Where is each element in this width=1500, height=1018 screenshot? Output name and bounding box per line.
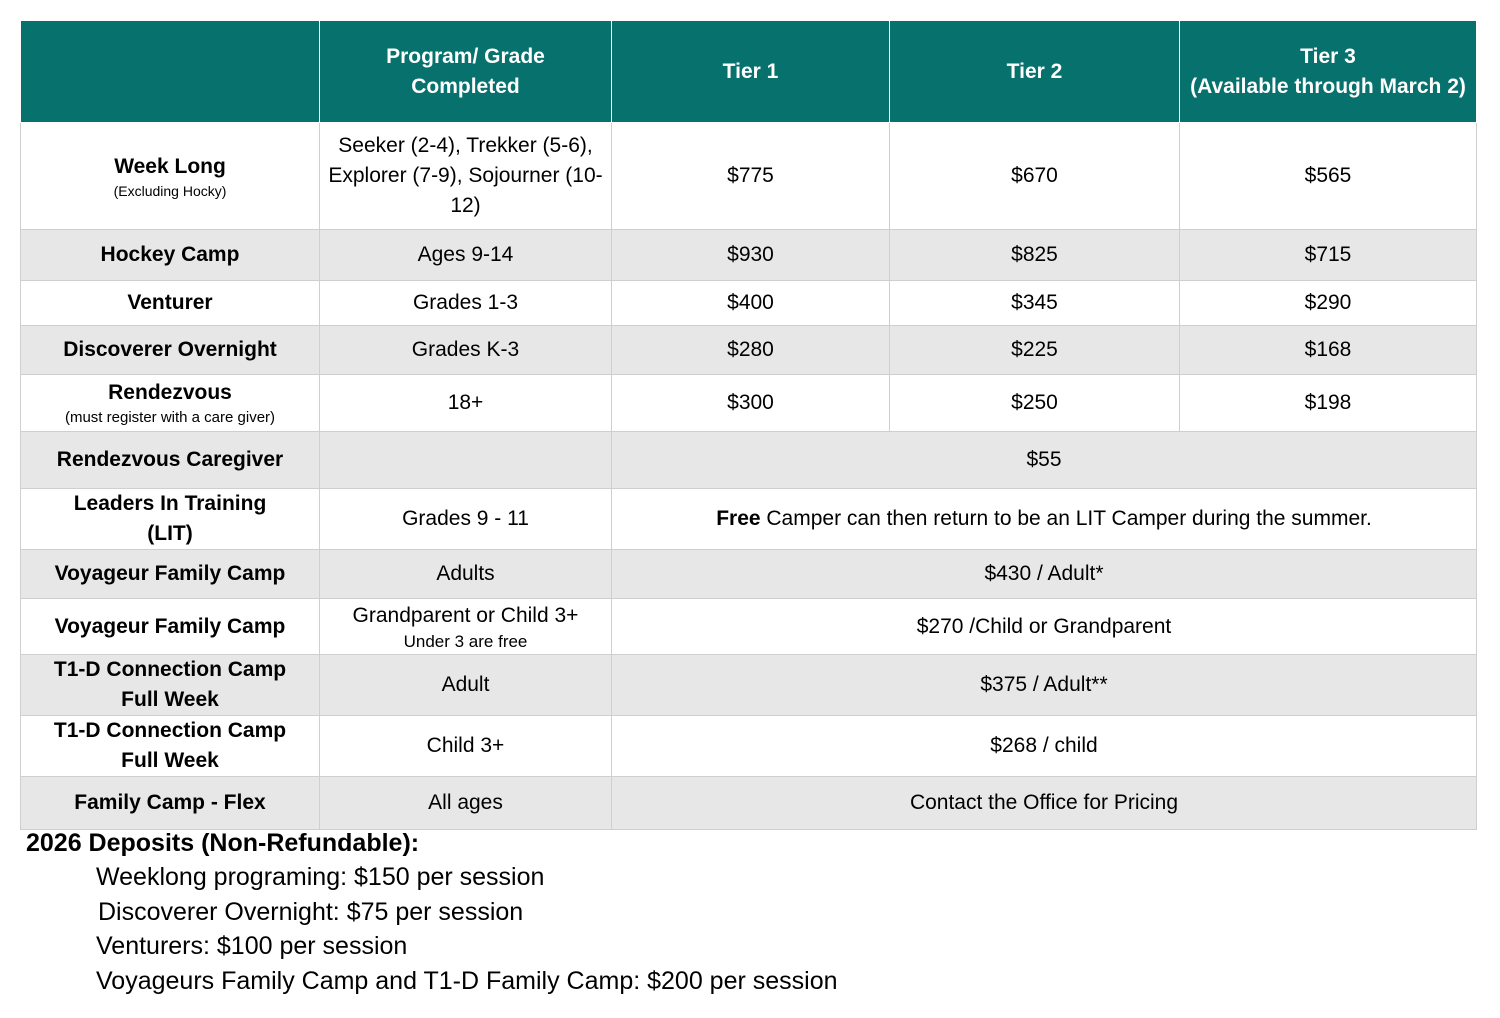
deposit-item: Venturers: $100 per session — [96, 932, 408, 960]
row-program: Ages 9-14 — [320, 230, 612, 281]
row-program-cell — [320, 599, 612, 655]
row-price: $270 /Child or Grandparent — [612, 599, 1477, 655]
row-tier2: $345 — [890, 281, 1180, 326]
row-name-line2: Full Week — [121, 688, 219, 711]
row-program-note: Under 3 are free — [403, 631, 528, 651]
row-program: 18+ — [320, 375, 612, 432]
row-tier1: $280 — [612, 326, 890, 375]
row-price: $55 — [612, 432, 1477, 489]
row-tier2: $250 — [890, 375, 1180, 432]
row-program: Grades 9 - 11 — [320, 489, 612, 550]
row-name: Rendezvous — [108, 381, 232, 404]
header-program-line2: Completed — [411, 74, 520, 98]
row-price: $375 / Adult** — [612, 655, 1477, 716]
header-tier3 — [1180, 21, 1477, 123]
row-name: Voyageur Family Camp — [21, 599, 320, 655]
row-program — [320, 432, 612, 489]
deposit-item: Weeklong programing: $150 per session — [96, 863, 545, 891]
table-row — [21, 281, 1477, 326]
row-program: All ages — [320, 777, 612, 830]
row-tier2: $225 — [890, 326, 1180, 375]
row-name: Hockey Camp — [21, 230, 320, 281]
header-tier2: Tier 2 — [890, 21, 1180, 123]
row-name-cell — [21, 489, 320, 550]
row-name: Rendezvous Caregiver — [21, 432, 320, 489]
table-row — [21, 599, 1477, 655]
header-tier3-line2: (Available through March 2) — [1190, 74, 1466, 98]
deposits-section — [26, 826, 1026, 998]
row-name-line2: Full Week — [121, 749, 219, 772]
row-tier3: $565 — [1180, 123, 1477, 230]
row-name-cell — [21, 655, 320, 716]
table-row — [21, 326, 1477, 375]
deposit-item: Discoverer Overnight: $75 per session — [98, 897, 524, 926]
row-program: Adults — [320, 550, 612, 599]
row-name: Family Camp - Flex — [21, 777, 320, 830]
row-tier1: $300 — [612, 375, 890, 432]
row-program: Grades K-3 — [320, 326, 612, 375]
table-row — [21, 432, 1477, 489]
row-program: Seeker (2-4), Trekker (5-6), Explorer (7-9), Sojourner (10-12) — [320, 123, 612, 230]
row-price-rest: Camper can then return to be an LIT Camper during the summer. — [760, 507, 1372, 530]
row-name-cell — [21, 123, 320, 230]
row-name-line1: Leaders In Training — [73, 492, 267, 515]
row-name-note: (must register with a care giver) — [64, 409, 276, 426]
row-name-cell — [21, 375, 320, 432]
row-name: Voyageur Family Camp — [21, 550, 320, 599]
row-tier3: $290 — [1180, 281, 1477, 326]
row-tier3: $198 — [1180, 375, 1477, 432]
table-row — [21, 777, 1477, 830]
header-tier1: Tier 1 — [612, 21, 890, 123]
row-name: Venturer — [21, 281, 320, 326]
table-row — [21, 716, 1477, 777]
row-price-bold: Free — [716, 507, 761, 530]
row-price: $430 / Adult* — [612, 550, 1477, 599]
row-name-line2: (LIT) — [147, 522, 193, 545]
table-row — [21, 489, 1477, 550]
table-row — [21, 655, 1477, 716]
row-price — [612, 489, 1477, 550]
row-tier1: $400 — [612, 281, 890, 326]
row-price: Contact the Office for Pricing — [612, 777, 1477, 830]
header-program-line1: Program/ Grade — [386, 44, 545, 68]
row-name-note: (Excluding Hocky) — [113, 183, 227, 199]
row-tier2: $825 — [890, 230, 1180, 281]
row-tier3: $715 — [1180, 230, 1477, 281]
row-program: Grades 1-3 — [320, 281, 612, 326]
row-tier2: $670 — [890, 123, 1180, 230]
row-name-line1: T1-D Connection Camp — [53, 719, 287, 742]
row-name: Discoverer Overnight — [21, 326, 320, 375]
header-tier3-line1: Tier 3 — [1300, 44, 1356, 68]
row-tier1: $775 — [612, 123, 890, 230]
deposits-title: 2026 Deposits (Non-Refundable): — [26, 829, 420, 857]
row-name-cell — [21, 716, 320, 777]
row-program: Child 3+ — [320, 716, 612, 777]
table-row — [21, 550, 1477, 599]
table-row — [21, 230, 1477, 281]
row-program: Grandparent or Child 3+ — [352, 603, 579, 627]
row-price: $268 / child — [612, 716, 1477, 777]
deposit-item: Voyageurs Family Camp and T1-D Family Camp: $200 per session — [96, 966, 838, 995]
table-row — [21, 375, 1477, 432]
pricing-table — [20, 20, 1477, 830]
table-row — [21, 123, 1477, 230]
row-tier3: $168 — [1180, 326, 1477, 375]
row-name: Week Long — [114, 155, 226, 178]
table-header-row — [21, 21, 1477, 123]
header-empty — [21, 21, 320, 123]
row-program: Adult — [320, 655, 612, 716]
row-name-line1: T1-D Connection Camp — [53, 658, 287, 681]
row-tier1: $930 — [612, 230, 890, 281]
header-program — [320, 21, 612, 123]
